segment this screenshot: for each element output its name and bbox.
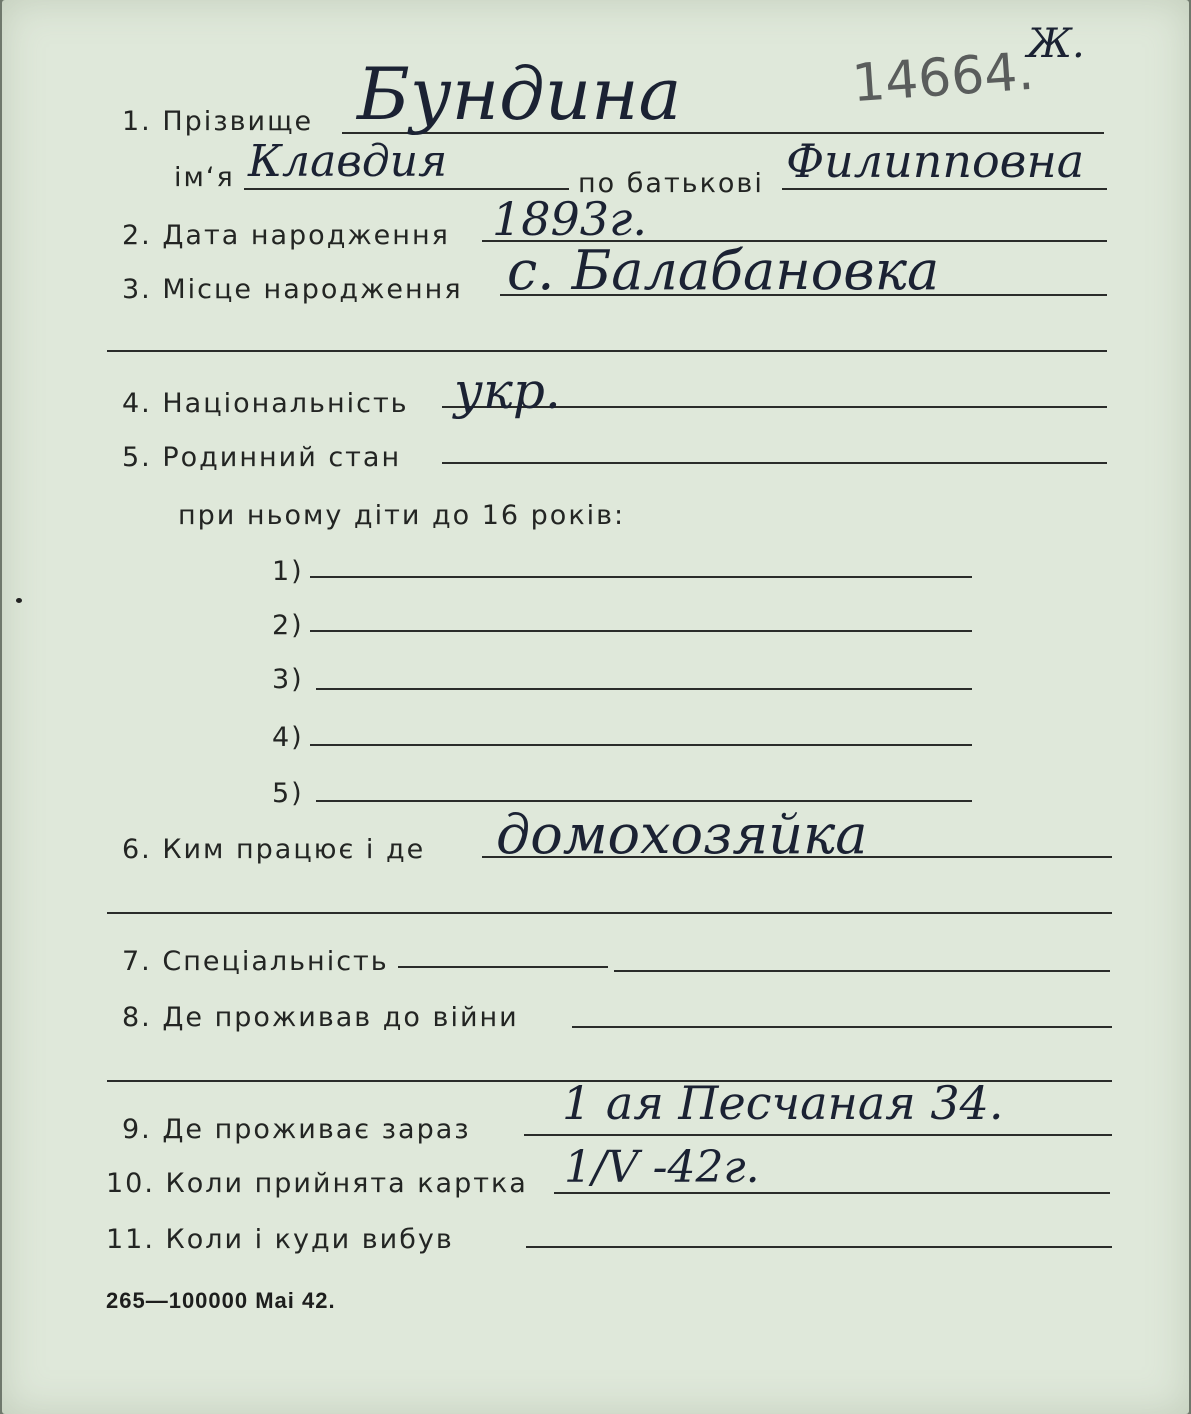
current-residence-label: 9. Де проживає зараз bbox=[122, 1114, 471, 1145]
name-label: ім‘я bbox=[174, 162, 235, 193]
departed-line bbox=[526, 1246, 1112, 1248]
name-value: Клавдия bbox=[248, 136, 448, 187]
child-2-line bbox=[310, 630, 972, 632]
child-1-label: 1) bbox=[272, 556, 304, 587]
birth-place-value: с. Балабановка bbox=[507, 239, 940, 302]
departed-label: 11. Коли і куди вибув bbox=[106, 1224, 454, 1255]
nationality-label: 4. Національність bbox=[122, 388, 409, 419]
registration-card bbox=[2, 0, 1189, 1414]
surname-value: Бундина bbox=[357, 52, 682, 136]
child-3-line bbox=[316, 688, 972, 690]
card-number-stamp: 14664. bbox=[850, 41, 1036, 115]
current-residence-line bbox=[524, 1134, 1112, 1136]
card-accepted-label: 10. Коли прийнята картка bbox=[106, 1168, 528, 1199]
child-5-line bbox=[316, 800, 972, 802]
surname-label: 1. Прізвище bbox=[122, 106, 314, 137]
children-label: при ньому діти до 16 років: bbox=[178, 500, 626, 531]
child-4-line bbox=[310, 744, 972, 746]
patronymic-label: по батькові bbox=[578, 168, 764, 199]
specialty-label: 7. Спеціальність bbox=[122, 946, 389, 977]
specialty-line-2 bbox=[614, 970, 1110, 972]
prewar-residence-label: 8. Де проживав до війни bbox=[122, 1002, 519, 1033]
child-2-label: 2) bbox=[272, 610, 304, 641]
paper-speck bbox=[16, 598, 22, 603]
marital-status-line bbox=[442, 462, 1107, 464]
print-code: 265—100000 Mai 42. bbox=[106, 1288, 336, 1313]
occupation-label: 6. Ким працює і де bbox=[122, 834, 426, 865]
birth-place-extra-line bbox=[107, 350, 1107, 352]
child-3-label: 3) bbox=[272, 664, 304, 695]
child-1-line bbox=[310, 576, 972, 578]
patronymic-value: Филипповна bbox=[786, 134, 1085, 188]
birth-place-label: 3. Місце народження bbox=[122, 274, 463, 305]
child-5-label: 5) bbox=[272, 778, 304, 809]
marital-status-label: 5. Родинний стан bbox=[122, 442, 402, 473]
card-accepted-value: 1/V -42г. bbox=[564, 1142, 760, 1193]
occupation-value: домохозяйка bbox=[496, 803, 868, 866]
birth-date-value: 1893г. bbox=[492, 192, 647, 246]
child-4-label: 4) bbox=[272, 722, 304, 753]
occupation-extra-line bbox=[107, 912, 1112, 914]
prewar-residence-line bbox=[572, 1026, 1112, 1028]
name-line bbox=[244, 188, 569, 190]
current-residence-value: 1 ая Песчаная 34. bbox=[562, 1076, 1004, 1130]
birth-date-label: 2. Дата народження bbox=[122, 220, 450, 251]
patronymic-line bbox=[782, 188, 1107, 190]
specialty-line bbox=[398, 966, 608, 968]
nationality-value: укр. bbox=[454, 362, 561, 420]
card-number-suffix: Ж. bbox=[1027, 21, 1085, 67]
